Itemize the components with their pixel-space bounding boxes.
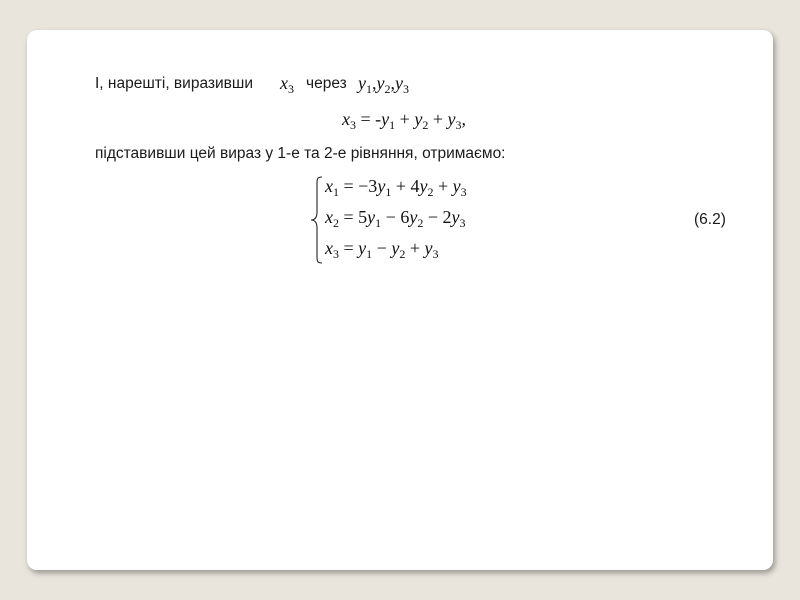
inline-vars-y: $y_1,y_2,y_3$ bbox=[358, 73, 409, 96]
equation-system bbox=[310, 172, 510, 268]
equation-x3: $x_3 = -y_1 + y_2 + y_3$, bbox=[342, 109, 466, 132]
brace-icon bbox=[310, 176, 324, 264]
system-row-2: $x_2 = 5y_1 - 6y_2 - 2y_3$ bbox=[325, 207, 466, 230]
intro-text: І, нарешті, виразивши bbox=[95, 75, 253, 92]
equation-number: (6.2) bbox=[694, 211, 726, 228]
inline-var-x3: $x_3$ bbox=[280, 73, 294, 96]
substitution-text: підставивши цей вираз у 1-е та 2-е рівняння, отримаємо: bbox=[95, 145, 506, 162]
system-row-1: $x_1 = -3y_1 + 4y_2 + y_3$ bbox=[325, 176, 467, 199]
system-row-3: $x_3 = y_1 - y_2 + y_3$ bbox=[325, 238, 439, 261]
via-text: через bbox=[306, 75, 347, 92]
slide bbox=[27, 30, 773, 570]
